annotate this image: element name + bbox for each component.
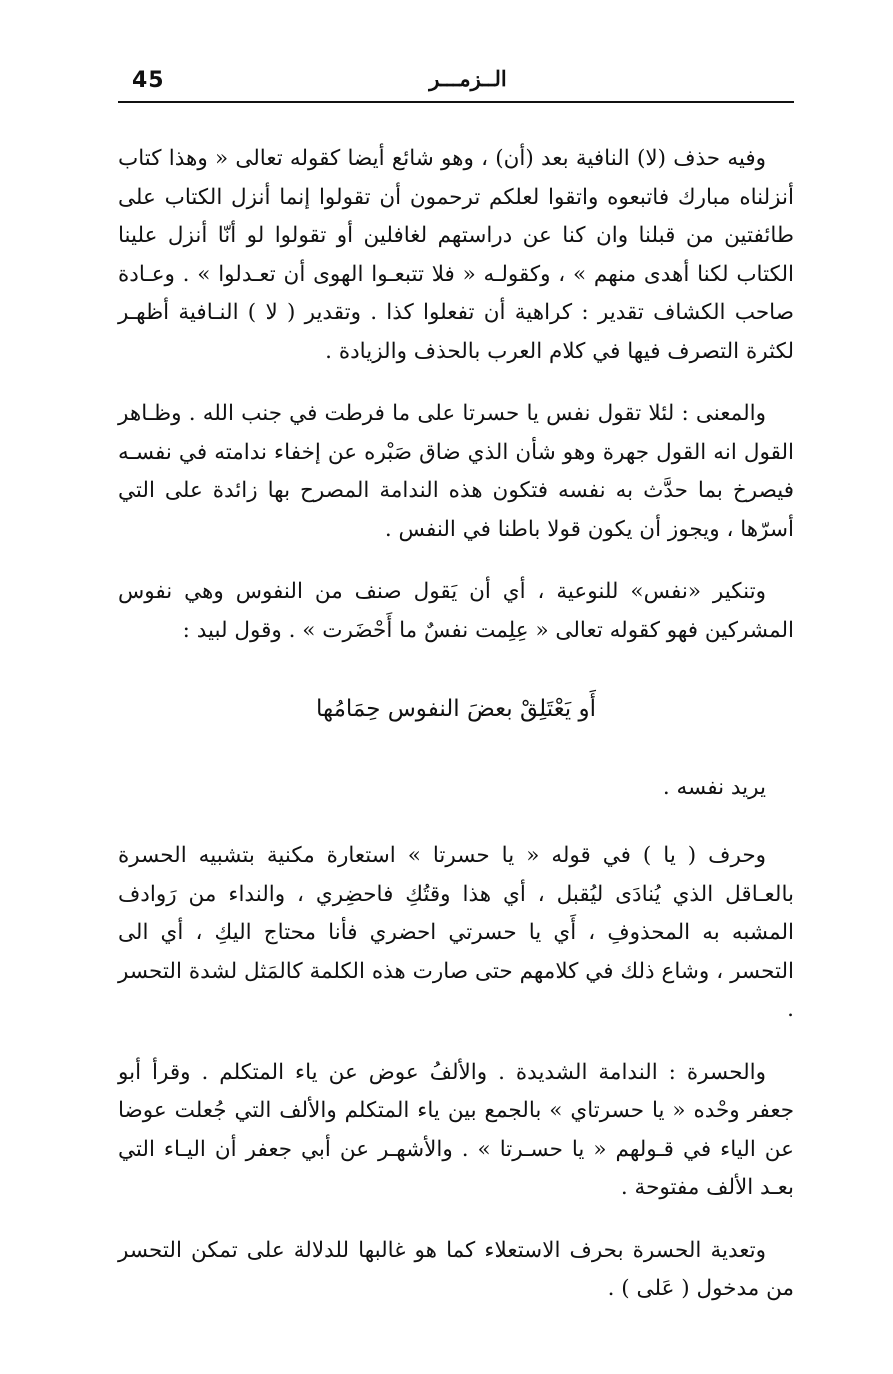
paragraph-3: وتنكير «نفس» للنوعية ، أي أن يَقول صنف من النفوس وهي نفوس المشركين فهو كقوله تعالى « عِلِمت نفسٌ ما أَحْضَرت » . وقول لبيد : [118, 579, 794, 643]
header-rule [118, 101, 794, 103]
body-text [118, 140, 794, 1333]
poetry-verse: أَو يَعْتَلِقْ بعضَ النفوس حِمَامُها [315, 696, 597, 722]
page-header [118, 64, 794, 104]
paragraph-1: وفيه حذف (لا) النافية بعد (أن) ، وهو شائع أيضا كقوله تعالى « وهذا كتاب أنزلناه مبارك فاتبعوه واتقوا لعلكم ترحمون أن تقولوا إنما أنزل الكتاب على طائفتين من قبلنا وان كنا عن دراستهم لغافلين أو تقولوا لو أنّا أنزل علينا الكتاب لكنا أهدى منهم » ، وكقولـه « فلا تتبعـوا الهوى أن تعـدلوا » . وعـادة صاحب الكشاف تقدير : كراهية أن تفعلوا كذا . وتقدير ( لا ) النـافية أظهـر لكثرة التصرف فيها في كلام العرب بالحذف والزيادة . [118, 146, 794, 364]
verse-explanation: يريد نفسه . [662, 774, 766, 800]
paragraph-5: والحسرة : الندامة الشديدة . والألفُ عوض عن ياء المتكلم . وقرأ أبو جعفر وحْده « يا حسرتاي » بالجمع بين ياء المتكلم والألف التي جُعلت عوضا عن الياء في قـولهم « يا حسـرتا » . والأشهـر عن أبي جعفر أن اليـاء التي بعـد الألف مفتوحة . [118, 1059, 794, 1200]
paragraph-4: وحرف ( يا ) في قوله « يا حسرتا » استعارة مكنية بتشبيه الحسرة بالعـاقل الذي يُنادَى ليُقبل ، أي هذا وقتُكِ فاحضِري ، والنداء من رَوادف المشبه به المحذوفِ ، أَي يا حسرتي احضري فأنا محتاج اليكِ ، أي الى التحسر ، وشاع ذلك في كلامهم حتى صارت هذه الكلمة كالمَثل لشدة التحسر . [118, 843, 794, 1022]
running-title: الــزمـــر [429, 66, 507, 91]
paragraph-6: وتعدية الحسرة بحرف الاستعلاء كما هو غالبها للدلالة على تمكن التحسر من مدخول ( عَلى ) . [118, 1237, 794, 1301]
paragraph-2: والمعنى : لئلا تقول نفس يا حسرتا على ما فرطت في جنب الله . وظـاهر القول انه القول جهرة وهو شأن الذي ضاق صَبْره عن إخفاء ندامته في نفسـه فيصرخ بما حدَّث به نفسه فتكون هذه الندامة المصرح بها زائدة على التي أسرّها ، ويجوز أن يكون قولا باطنا في النفس . [118, 401, 794, 542]
page-number: 45 [132, 68, 165, 93]
